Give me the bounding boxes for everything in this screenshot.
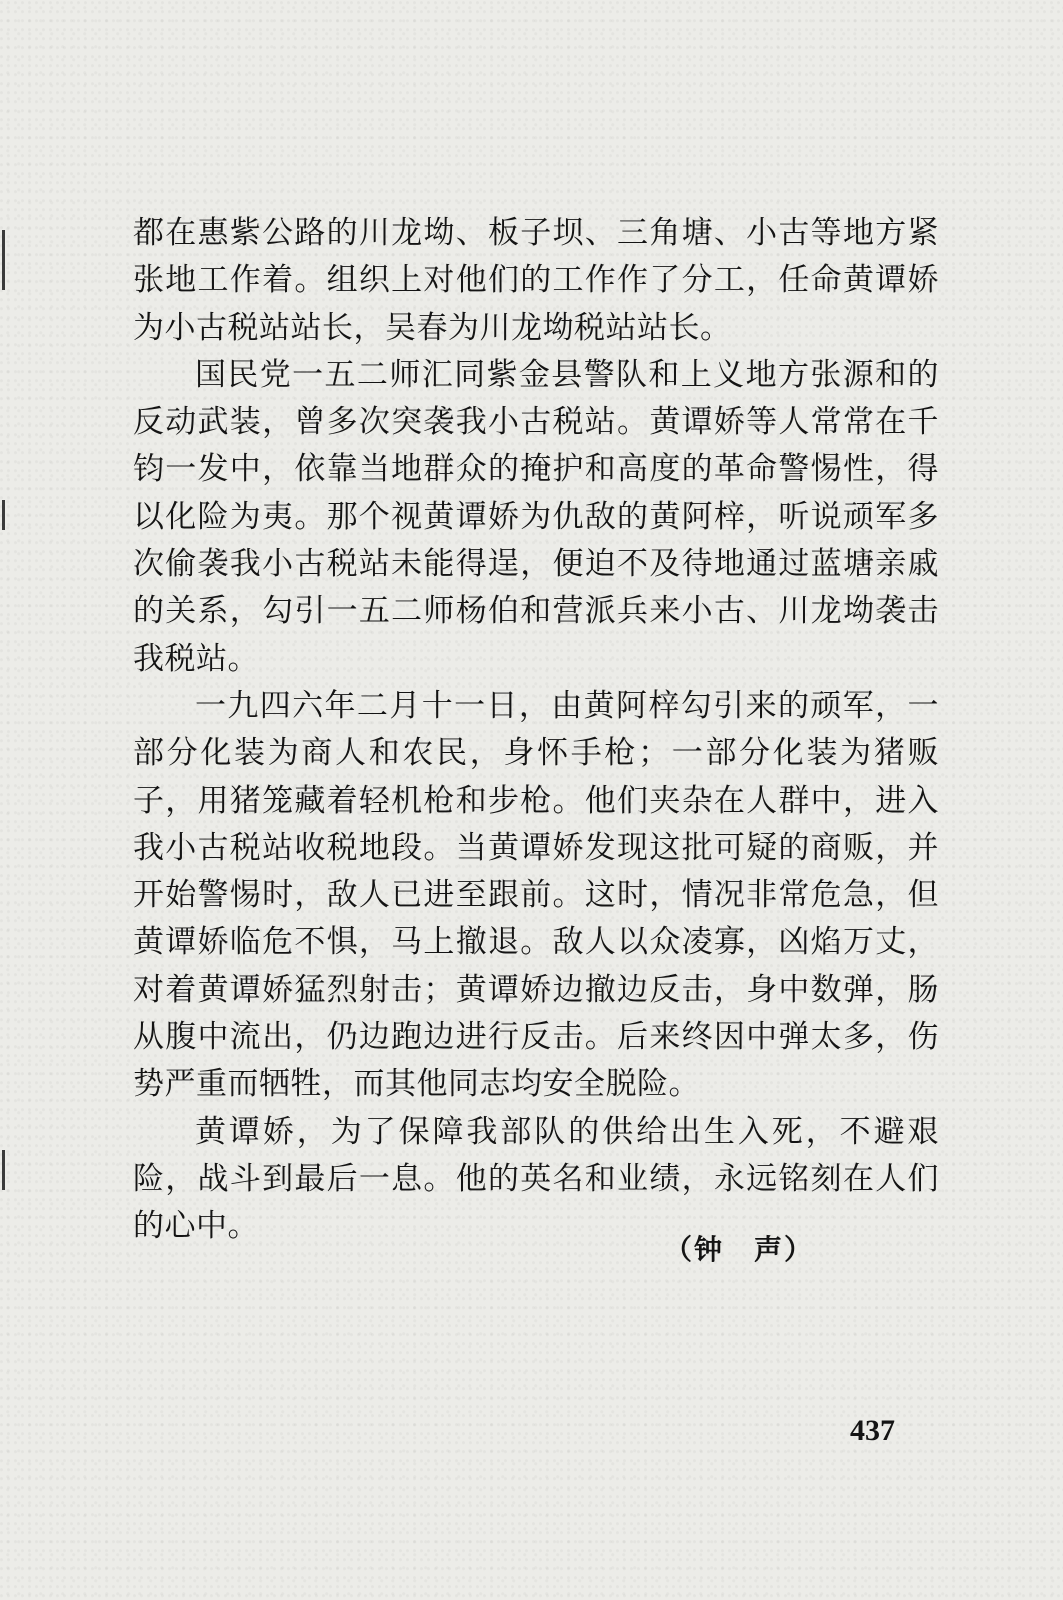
paragraph: 国民党一五二师汇同紫金县警队和上义地方张源和的反动武装，曾多次突袭我小古税站。黄谭娇等人常常在千钧一发中，依靠当地群众的掩护和高度的革命警惕性，得以化险为夷。那个视黄谭娇为仇敌的黄阿梓，听说顽军多次偷袭我小古税站未能得逞，便迫不及待地通过蓝塘亲戚的关系，勾引一五二师杨伯和营派兵来小古、川龙坳袭击我税站。 — [133, 356, 939, 677]
body-text — [133, 210, 939, 1251]
scan-edge-mark — [2, 1150, 5, 1190]
author-signature: （钟 声） — [664, 1233, 815, 1266]
page-number: 437 — [850, 1414, 895, 1447]
paragraph: 黄谭娇，为了保障我部队的供给出生入死，不避艰险，战斗到最后一息。他的英名和业绩，永远铭刻在人们的心中。 — [133, 1113, 939, 1245]
paragraph-continued: 都在惠紫公路的川龙坳、板子坝、三角塘、小古等地方紧张地工作着。组织上对他们的工作作了分工，任命黄谭娇为小古税站站长，吴春为川龙坳税站站长。 — [133, 215, 939, 346]
scan-edge-mark — [2, 230, 5, 290]
scan-edge-mark — [2, 500, 5, 530]
paragraph: 一九四六年二月十一日，由黄阿梓勾引来的顽军，一部分化装为商人和农民，身怀手枪；一部分化装为猪贩子，用猪笼藏着轻机枪和步枪。他们夹杂在人群中，进入我小古税站收税地段。当黄谭娇发现这批可疑的商贩，并开始警惕时，敌人已进至跟前。这时，情况非常危急，但黄谭娇临危不惧，马上撤退。敌人以众凌寡，凶焰万丈，对着黄谭娇猛烈射击；黄谭娇边撤边反击，身中数弹，肠从腹中流出，仍边跑边进行反击。后来终因中弹太多，伤势严重而牺牲，而其他同志均安全脱险。 — [133, 687, 939, 1103]
